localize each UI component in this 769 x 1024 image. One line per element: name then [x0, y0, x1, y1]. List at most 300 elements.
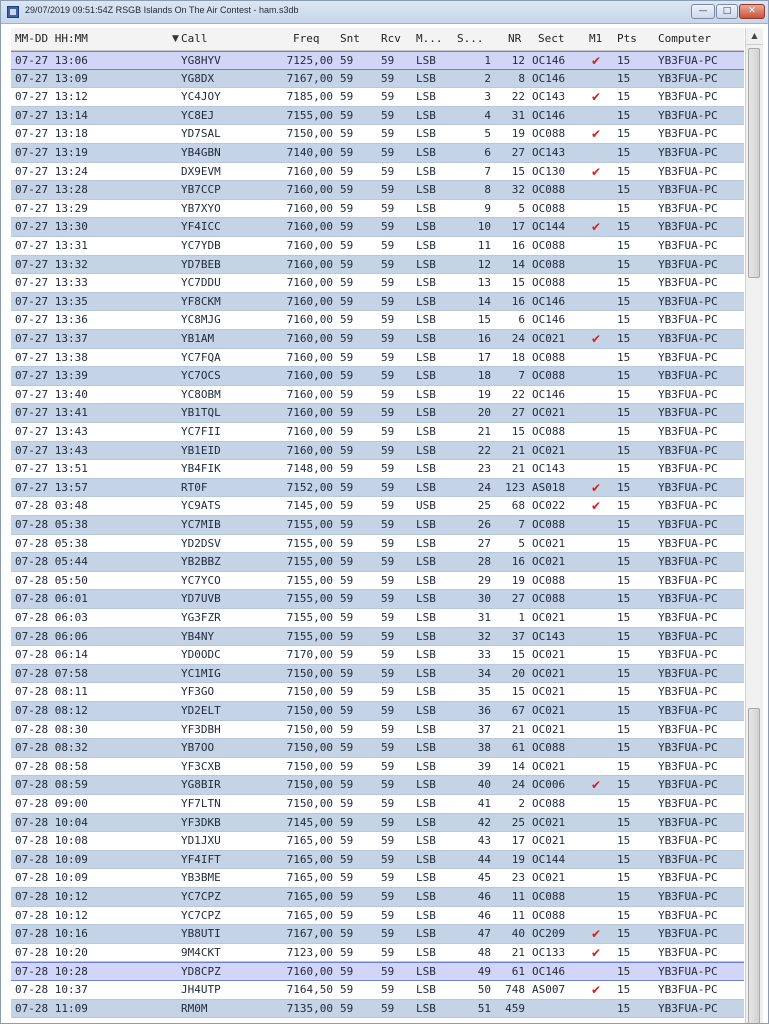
cell-nr: 5 [518, 536, 525, 550]
cell-call: YC7CPZ [181, 890, 221, 903]
cell-mode: LSB [416, 666, 436, 680]
cell-nr: 19 [511, 573, 525, 587]
cell-sect: OC143 [532, 146, 566, 159]
cell-nr: 1 [518, 611, 525, 624]
cell-snt: 59 [340, 629, 354, 643]
cell-computer: YB3FUA-PC [658, 629, 718, 643]
table-row[interactable] [11, 349, 744, 368]
scroll-up-arrow-icon[interactable]: ▲ [746, 28, 763, 45]
cell-pts: 15 [617, 797, 631, 810]
maximize-button[interactable]: □ [716, 4, 738, 19]
cell-computer: YB3FUA-PC [658, 722, 718, 736]
cell-sect: OC088 [532, 369, 566, 383]
cell-serial: 44 [477, 852, 491, 866]
table-row[interactable] [11, 832, 744, 851]
cell-computer: YB3FUA-PC [658, 201, 718, 215]
cell-serial: 36 [477, 704, 491, 717]
cell-call: YC7FQA [181, 350, 221, 364]
cell-pts: 15 [617, 257, 631, 271]
column-header-serial[interactable]: S... [457, 32, 484, 45]
cell-datetime: 07-27 13:14 [15, 108, 88, 122]
cell-m1 [591, 628, 613, 646]
table-row[interactable] [11, 274, 744, 293]
cell-snt: 59 [340, 350, 354, 364]
table-row[interactable] [11, 163, 744, 182]
cell-freq: 7155,00 [286, 629, 333, 643]
cell-sect: OC088 [532, 741, 566, 755]
column-header-datetime[interactable]: MM-DD HH:MM [15, 32, 88, 45]
column-header-freq[interactable]: Freq [293, 32, 320, 45]
table-row[interactable] [11, 925, 744, 944]
cell-serial: 35 [477, 685, 491, 699]
cell-mode: LSB [416, 108, 436, 122]
table-row[interactable] [11, 962, 744, 981]
cell-pts: 15 [617, 722, 631, 736]
cell-datetime: 07-28 06:06 [15, 629, 88, 643]
cell-mode: LSB [416, 406, 436, 420]
cell-mode: LSB [416, 965, 436, 979]
cell-datetime: 07-28 08:11 [15, 685, 88, 699]
cell-sect: AS018 [532, 480, 566, 494]
table-row[interactable] [11, 479, 744, 498]
column-header-row [11, 28, 744, 51]
cell-datetime: 07-27 13:38 [15, 350, 88, 364]
cell-call: YF3DKB [181, 815, 221, 829]
table-row[interactable] [11, 367, 744, 386]
scrollbar-thumb-lower[interactable] [748, 708, 760, 1024]
cell-computer: YB3FUA-PC [658, 164, 718, 178]
table-row[interactable] [11, 776, 744, 795]
cell-nr: 21 [511, 462, 525, 476]
column-header-m1[interactable]: M1 [589, 32, 603, 45]
cell-snt: 59 [340, 908, 354, 922]
cell-freq: 7148,00 [286, 462, 333, 476]
cell-datetime: 07-28 08:30 [15, 722, 88, 736]
table-row[interactable] [11, 944, 744, 963]
cell-computer: YB3FUA-PC [658, 276, 718, 290]
cell-datetime: 07-28 08:32 [15, 741, 88, 755]
cell-datetime: 07-28 03:48 [15, 499, 88, 513]
table-row[interactable] [11, 590, 744, 609]
cell-pts: 15 [617, 350, 631, 364]
cell-serial: 25 [477, 499, 491, 513]
cell-pts: 15 [617, 387, 631, 401]
cell-serial: 8 [484, 183, 491, 197]
cell-freq: 7140,00 [286, 146, 333, 159]
cell-call: RT0F [181, 480, 208, 494]
table-row[interactable] [11, 739, 744, 758]
table-row[interactable] [11, 609, 744, 628]
cell-snt: 59 [340, 164, 354, 178]
cell-datetime: 07-28 10:12 [15, 908, 88, 922]
cell-snt: 59 [340, 239, 354, 252]
cell-serial: 50 [477, 983, 491, 996]
table-row[interactable] [11, 981, 744, 1000]
cell-nr: 123 [505, 480, 525, 494]
cell-mode: LSB [416, 611, 436, 624]
cell-datetime: 07-27 13:40 [15, 387, 88, 401]
cell-computer: YB3FUA-PC [658, 220, 718, 234]
table-row[interactable] [11, 814, 744, 833]
table-row[interactable] [11, 553, 744, 572]
cell-serial: 32 [477, 629, 491, 643]
cell-m1 [591, 646, 613, 664]
cell-computer: YB3FUA-PC [658, 555, 718, 569]
check-mark-icon: ✔ [591, 332, 602, 346]
cell-freq: 7155,00 [286, 592, 333, 606]
column-header-snt[interactable]: Snt [340, 32, 360, 45]
cell-nr: 14 [511, 759, 525, 773]
table-row[interactable] [11, 851, 744, 870]
cell-serial: 33 [477, 648, 491, 662]
cell-pts: 15 [617, 406, 631, 420]
cell-mode: LSB [416, 1001, 436, 1015]
cell-freq: 7152,00 [286, 480, 333, 494]
cell-nr: 27 [511, 592, 525, 606]
cell-datetime: 07-28 05:44 [15, 555, 88, 569]
cell-call: YC9ATS [181, 499, 221, 513]
vertical-scrollbar[interactable] [745, 28, 763, 1024]
cell-call: YC1MIG [181, 666, 221, 680]
cell-serial: 20 [477, 406, 491, 420]
cell-nr: 15 [511, 276, 525, 290]
cell-freq: 7155,00 [286, 573, 333, 587]
table-row[interactable] [11, 330, 744, 349]
cell-rcv: 59 [381, 965, 395, 979]
cell-mode: LSB [416, 797, 436, 810]
cell-datetime: 07-28 05:50 [15, 573, 88, 587]
cell-freq: 7155,00 [286, 518, 333, 531]
cell-call: YC7OCS [181, 369, 221, 383]
cell-pts: 15 [617, 685, 631, 699]
cell-datetime: 07-27 13:43 [15, 425, 88, 438]
cell-call: YG8BIR [181, 778, 221, 792]
column-header-mode[interactable]: M... [416, 32, 443, 45]
cell-mode: LSB [416, 71, 436, 85]
cell-mode: LSB [416, 629, 436, 643]
cell-serial: 43 [477, 834, 491, 848]
cell-nr: 18 [511, 350, 525, 364]
table-row[interactable] [11, 1000, 744, 1019]
table-row[interactable] [11, 125, 744, 144]
table-row[interactable] [11, 665, 744, 684]
cell-m1 [591, 479, 613, 497]
table-row[interactable] [11, 181, 744, 200]
cell-computer: YB3FUA-PC [658, 294, 718, 308]
cell-serial: 27 [477, 536, 491, 550]
cell-freq: 7160,00 [286, 332, 333, 345]
cell-nr: 19 [511, 127, 525, 141]
table-row[interactable] [11, 404, 744, 423]
table-row[interactable] [11, 107, 744, 126]
cell-computer: YB3FUA-PC [658, 945, 718, 959]
cell-pts: 15 [617, 183, 631, 197]
cell-rcv: 59 [381, 797, 395, 810]
cell-datetime: 07-27 13:36 [15, 313, 88, 327]
cell-call: YC7DDU [181, 276, 221, 290]
window-title: 29/07/2019 09:51:54Z RSGB Islands On The Air Contest - ham.s3db [25, 5, 299, 15]
cell-nr: 11 [511, 908, 525, 922]
cell-call: YF3DBH [181, 722, 221, 736]
cell-computer: YB3FUA-PC [658, 704, 718, 717]
cell-sect: OC088 [532, 890, 566, 903]
cell-pts: 15 [617, 629, 631, 643]
cell-computer: YB3FUA-PC [658, 443, 718, 457]
cell-datetime: 07-28 06:01 [15, 592, 88, 606]
table-row[interactable] [11, 293, 744, 312]
table-row[interactable] [11, 795, 744, 814]
table-row[interactable] [11, 869, 744, 888]
cell-call: YF8CKM [181, 294, 221, 308]
cell-serial: 45 [477, 871, 491, 885]
cell-freq: 7145,00 [286, 499, 333, 513]
table-row[interactable] [11, 758, 744, 777]
cell-rcv: 59 [381, 722, 395, 736]
table-row[interactable] [11, 572, 744, 591]
sort-descending-icon[interactable]: ▼ [172, 34, 179, 44]
table-row[interactable] [11, 51, 744, 70]
table-row[interactable] [11, 460, 744, 479]
title-bar[interactable] [1, 1, 768, 24]
cell-freq: 7150,00 [286, 778, 333, 792]
cell-call: DX9EVM [181, 164, 221, 178]
table-row[interactable] [11, 497, 744, 516]
cell-call: YC7YDB [181, 239, 221, 252]
table-row[interactable] [11, 683, 744, 702]
table-row[interactable] [11, 237, 744, 256]
cell-mode: LSB [416, 294, 436, 308]
cell-snt: 59 [340, 480, 354, 494]
cell-nr: 40 [511, 927, 525, 941]
cell-nr: 24 [511, 778, 525, 792]
table-row[interactable] [11, 311, 744, 330]
cell-freq: 7160,00 [286, 965, 333, 979]
cell-m1 [591, 832, 613, 850]
close-button[interactable]: ✕ [739, 4, 765, 19]
cell-pts: 15 [617, 815, 631, 829]
cell-nr: 32 [511, 183, 525, 197]
cell-rcv: 59 [381, 908, 395, 922]
cell-mode: LSB [416, 815, 436, 829]
cell-nr: 25 [511, 815, 525, 829]
cell-call: YC7YCO [181, 573, 221, 587]
cell-sect: OC088 [532, 592, 566, 606]
cell-datetime: 07-28 05:38 [15, 536, 88, 550]
table-row[interactable] [11, 442, 744, 461]
cell-computer: YB3FUA-PC [658, 573, 718, 587]
cell-rcv: 59 [381, 945, 395, 959]
cell-sect: OC021 [532, 834, 566, 848]
cell-computer: YB3FUA-PC [658, 983, 718, 996]
table-row[interactable] [11, 907, 744, 926]
cell-computer: YB3FUA-PC [658, 239, 718, 252]
cell-m1 [591, 237, 613, 255]
cell-freq: 7135,00 [286, 1001, 333, 1015]
cell-serial: 24 [477, 480, 491, 494]
cell-serial: 48 [477, 945, 491, 959]
cell-pts: 15 [617, 983, 631, 996]
cell-call: JH4UTP [181, 983, 221, 996]
table-row[interactable] [11, 88, 744, 107]
minimize-button[interactable]: — [691, 4, 715, 19]
cell-sect: OC144 [532, 220, 566, 234]
cell-computer: YB3FUA-PC [658, 499, 718, 513]
cell-freq: 7164,50 [286, 983, 333, 996]
cell-sect: OC143 [532, 462, 566, 476]
column-header-rcv[interactable]: Rcv [381, 32, 401, 45]
cell-freq: 7150,00 [286, 685, 333, 699]
cell-nr: 21 [511, 722, 525, 736]
cell-rcv: 59 [381, 815, 395, 829]
cell-sect: AS007 [532, 983, 566, 996]
cell-serial: 29 [477, 573, 491, 587]
cell-sect: OC088 [532, 425, 566, 438]
cell-sect: OC146 [532, 313, 566, 327]
check-mark-icon: ✔ [591, 164, 602, 179]
cell-computer: YB3FUA-PC [658, 406, 718, 420]
table-row[interactable] [11, 888, 744, 907]
cell-serial: 51 [477, 1001, 491, 1015]
table-row[interactable] [11, 628, 744, 647]
cell-snt: 59 [340, 611, 354, 624]
cell-datetime: 07-28 11:09 [15, 1001, 88, 1015]
app-icon[interactable] [7, 6, 19, 18]
cell-snt: 59 [340, 294, 354, 308]
table-row[interactable] [11, 516, 744, 535]
cell-computer: YB3FUA-PC [658, 71, 718, 85]
cell-call: YC7MIB [181, 518, 221, 531]
cell-freq: 7160,00 [286, 276, 333, 290]
cell-call: YB4NY [181, 629, 215, 643]
cell-datetime: 07-27 13:33 [15, 276, 88, 290]
cell-rcv: 59 [381, 629, 395, 643]
cell-m1 [591, 404, 613, 422]
cell-mode: LSB [416, 350, 436, 364]
cell-call: YB3BME [181, 871, 221, 885]
cell-nr: 31 [511, 108, 525, 122]
table-row[interactable] [11, 702, 744, 721]
cell-rcv: 59 [381, 852, 395, 866]
cell-mode: LSB [416, 257, 436, 271]
cell-datetime: 07-28 06:03 [15, 611, 88, 624]
column-header-sect[interactable]: Sect [538, 32, 565, 45]
cell-mode: LSB [416, 313, 436, 327]
cell-call: YB4FIK [181, 462, 221, 476]
cell-computer: YB3FUA-PC [658, 257, 718, 271]
cell-datetime: 07-27 13:18 [15, 127, 88, 141]
column-header-nr[interactable]: NR [508, 32, 522, 45]
cell-snt: 59 [340, 257, 354, 271]
table-row[interactable] [11, 256, 744, 275]
cell-m1 [591, 1000, 613, 1018]
table-row[interactable] [11, 646, 744, 665]
cell-freq: 7165,00 [286, 890, 333, 903]
cell-call: YB7OO [181, 741, 215, 755]
cell-computer: YB3FUA-PC [658, 536, 718, 550]
cell-snt: 59 [340, 146, 354, 159]
cell-serial: 46 [477, 908, 491, 922]
cell-rcv: 59 [381, 592, 395, 606]
cell-sect: OC088 [532, 127, 566, 141]
cell-nr: 11 [511, 890, 525, 903]
table-row[interactable] [11, 423, 744, 442]
cell-freq: 7165,00 [286, 908, 333, 922]
cell-rcv: 59 [381, 164, 395, 178]
cell-sect: OC146 [532, 387, 566, 401]
cell-mode: LSB [416, 871, 436, 885]
column-header-call[interactable]: Call [181, 32, 208, 45]
cell-computer: YB3FUA-PC [658, 146, 718, 159]
cell-call: 9M4CKT [181, 945, 221, 959]
cell-pts: 15 [617, 462, 631, 476]
cell-serial: 26 [477, 518, 491, 531]
cell-call: YF7LTN [181, 797, 221, 810]
table-row[interactable] [11, 721, 744, 740]
cell-nr: 61 [511, 741, 525, 755]
cell-serial: 1 [484, 54, 491, 67]
cell-call: YG8HYV [181, 54, 221, 67]
table-row[interactable] [11, 144, 744, 163]
cell-pts: 15 [617, 369, 631, 383]
cell-freq: 7160,00 [286, 183, 333, 197]
table-row[interactable] [11, 535, 744, 554]
cell-computer: YB3FUA-PC [658, 108, 718, 122]
cell-serial: 28 [477, 555, 491, 569]
cell-m1 [591, 423, 613, 441]
cell-datetime: 07-28 10:16 [15, 927, 88, 941]
cell-pts: 15 [617, 146, 631, 159]
cell-m1 [591, 125, 613, 143]
column-header-computer[interactable]: Computer [658, 32, 711, 45]
cell-m1 [591, 52, 613, 70]
cell-sect: OC146 [532, 54, 566, 67]
cell-mode: LSB [416, 518, 436, 531]
cell-computer: YB3FUA-PC [658, 797, 718, 810]
check-mark-icon: ✔ [591, 220, 602, 235]
table-row[interactable] [11, 386, 744, 405]
cell-datetime: 07-27 13:51 [15, 462, 88, 476]
cell-pts: 15 [617, 555, 631, 569]
cell-call: YC8MJG [181, 313, 221, 327]
cell-pts: 15 [617, 536, 631, 550]
cell-snt: 59 [340, 573, 354, 587]
cell-call: RM0M [181, 1001, 208, 1015]
table-row[interactable] [11, 200, 744, 219]
cell-mode: LSB [416, 852, 436, 866]
cell-nr: 27 [511, 406, 525, 420]
table-row[interactable] [11, 218, 744, 237]
cell-rcv: 59 [381, 90, 395, 104]
column-header-pts[interactable]: Pts [617, 32, 637, 45]
cell-nr: 67 [511, 704, 525, 717]
cell-m1 [591, 609, 613, 627]
cell-serial: 2 [484, 71, 491, 85]
cell-call: YG3FZR [181, 611, 221, 624]
cell-nr: 12 [511, 54, 525, 67]
cell-rcv: 59 [381, 201, 395, 215]
cell-mode: LSB [416, 387, 436, 401]
scrollbar-thumb[interactable] [748, 48, 760, 278]
cell-m1 [591, 702, 613, 720]
cell-m1 [591, 869, 613, 887]
table-row[interactable] [11, 70, 744, 89]
cell-computer: YB3FUA-PC [658, 592, 718, 606]
cell-serial: 15 [477, 313, 491, 327]
cell-snt: 59 [340, 443, 354, 457]
cell-m1 [591, 944, 613, 962]
cell-freq: 7150,00 [286, 759, 333, 773]
cell-computer: YB3FUA-PC [658, 90, 718, 104]
